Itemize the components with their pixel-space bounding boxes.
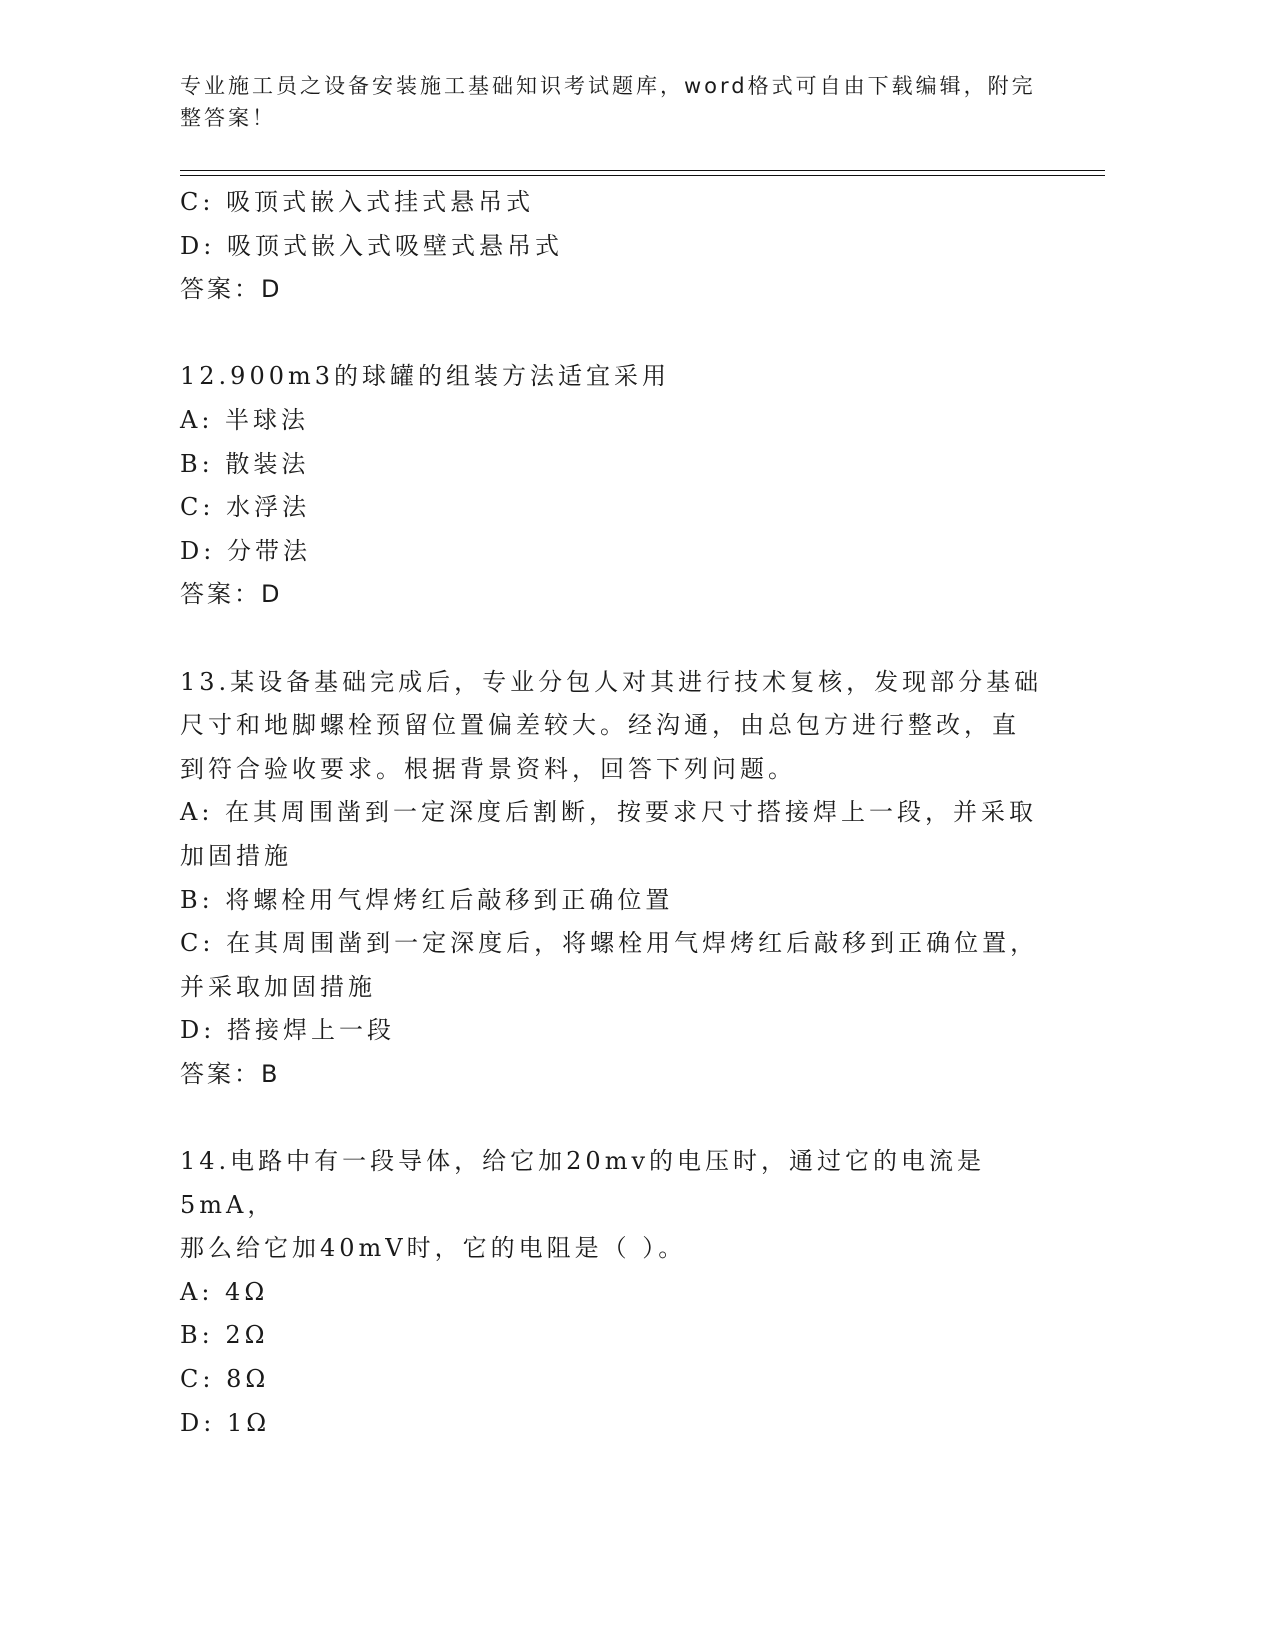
option-a: A: 在其周围凿到一定深度后割断，按要求尺寸搭接焊上一段，并采取	[180, 798, 1038, 827]
spacer	[180, 312, 1050, 356]
option-d: D: 1Ω	[180, 1408, 271, 1437]
question-13	[180, 661, 1050, 1097]
option-c: C: 水浮法	[180, 493, 311, 522]
option-b: B: 将螺栓用气焊烤红后敲移到正确位置	[180, 885, 674, 914]
option-a: A: 半球法	[180, 405, 310, 434]
answer-line: 答案：B	[180, 1059, 281, 1088]
document-body	[180, 181, 1050, 1445]
option-a-continued: 加固措施	[180, 841, 292, 870]
option-b: B: 散装法	[180, 449, 310, 478]
option-d: D: 搭接焊上一段	[180, 1016, 395, 1045]
option-b: B: 2Ω	[180, 1321, 269, 1350]
question-stem: 到符合验收要求。根据背景资料，回答下列问题。	[180, 754, 796, 783]
question-stem: 13.某设备基础完成后，专业分包人对其进行技术复核，发现部分基础	[180, 667, 1043, 696]
option-d: D: 吸顶式嵌入式吸壁式悬吊式	[180, 231, 563, 260]
question-14	[180, 1140, 1050, 1445]
option-c: C: 吸顶式嵌入式挂式悬吊式	[180, 188, 535, 216]
answer-line: 答案：D	[180, 275, 283, 304]
header-divider-bottom	[180, 175, 1105, 176]
option-c-continued: 并采取加固措施	[180, 972, 376, 1001]
spacer	[180, 617, 1050, 661]
option-d: D: 分带法	[180, 536, 311, 565]
spacer	[180, 1096, 1050, 1140]
option-a: A: 4Ω	[180, 1277, 269, 1306]
question-stem: 14.电路中有一段导体，给它加20mv的电压时，通过它的电流是5mA，	[180, 1147, 986, 1219]
header-divider-top	[180, 170, 1105, 171]
prev-question	[180, 181, 1050, 312]
question-12	[180, 355, 1050, 617]
question-stem: 尺寸和地脚螺栓预留位置偏差较大。经沟通，由总包方进行整改，直	[180, 711, 1020, 740]
question-stem: 12.900m3的球罐的组装方法适宜采用	[180, 362, 671, 391]
answer-line: 答案：D	[180, 580, 283, 609]
document-header: 专业施工员之设备安装施工基础知识考试题库，word格式可自由下载编辑，附完整答案！	[180, 74, 1036, 130]
option-c: C: 在其周围凿到一定深度后，将螺栓用气焊烤红后敲移到正确位置，	[180, 929, 1039, 958]
question-stem: 那么给它加40mV时，它的电阻是（ ）。	[180, 1234, 687, 1263]
option-c: C: 8Ω	[180, 1365, 270, 1394]
